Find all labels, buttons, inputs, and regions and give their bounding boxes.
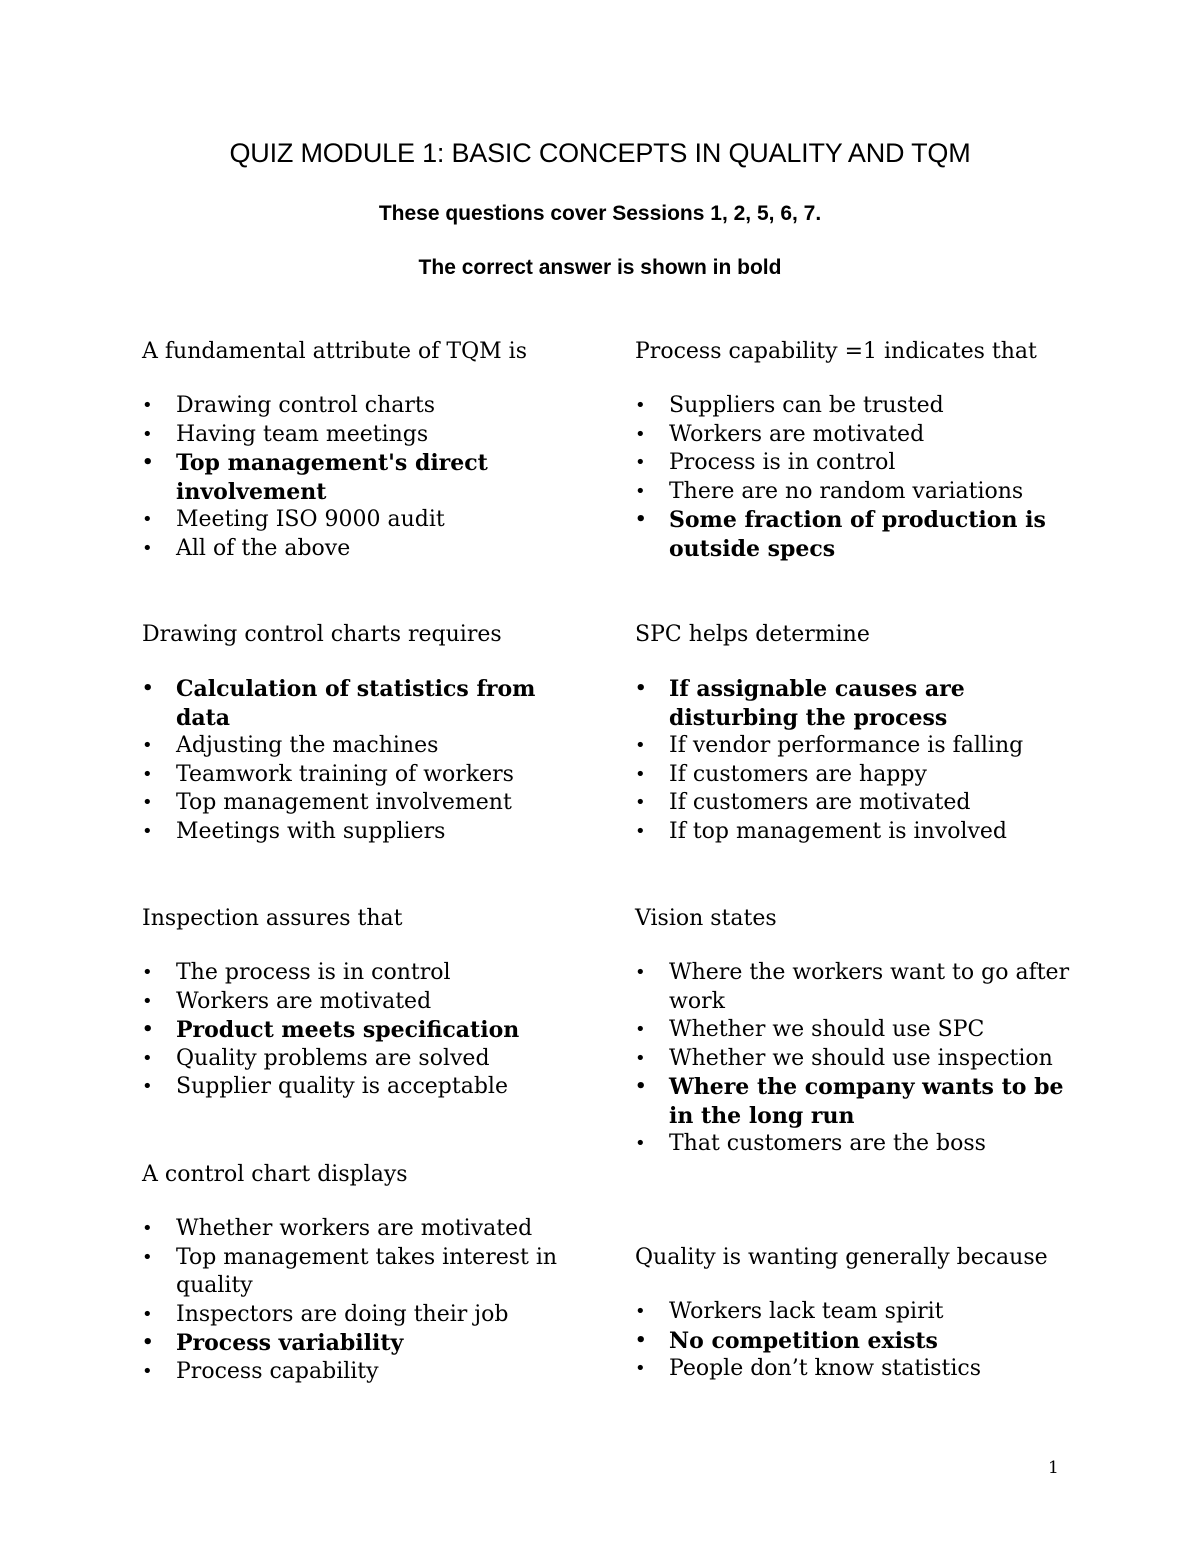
- correct-answer-option: [635, 506, 1075, 563]
- answer-options-list: [142, 959, 592, 1102]
- answer-options-list: [635, 392, 1075, 563]
- bullet-icon: •: [142, 423, 153, 445]
- bullet-icon: •: [635, 1019, 646, 1040]
- answer-option-text: Supplier quality is acceptable: [176, 1074, 508, 1099]
- answer-option-text: Process capability: [176, 1358, 379, 1384]
- bullet-icon: •: [142, 537, 153, 559]
- answer-option: [142, 732, 592, 761]
- question-block: [142, 1160, 592, 1386]
- answer-option-text: People don’t know statistics: [669, 1356, 982, 1381]
- answer-option-text: If assignable causes are disturbing the process: [669, 676, 965, 731]
- answer-option: [142, 1045, 592, 1074]
- question-text: A control chart displays: [142, 1162, 408, 1187]
- answer-options-list: [142, 392, 592, 563]
- question-text: Quality is wanting generally because: [635, 1245, 1048, 1270]
- answer-option-text: Suppliers can be trusted: [669, 393, 944, 418]
- bullet-icon: •: [635, 509, 647, 530]
- bullet-icon: •: [635, 1133, 646, 1154]
- correct-answer-option: [142, 1329, 592, 1358]
- bullet-icon: •: [635, 395, 646, 416]
- answer-option: [635, 449, 1075, 478]
- answer-option-text: Teamwork training of workers: [176, 761, 514, 787]
- answer-option: [142, 1073, 592, 1102]
- answer-options-list: [635, 1298, 1075, 1384]
- answer-option: [635, 392, 1075, 421]
- correct-answer-option: [142, 449, 592, 506]
- answer-option-text: There are no random variations: [669, 478, 1024, 504]
- bullet-icon: •: [142, 395, 153, 416]
- answer-option: [142, 959, 592, 988]
- answer-options-list: [635, 959, 1075, 1159]
- answer-option-text: Product meets specification: [176, 1017, 520, 1043]
- question-block: [635, 1243, 1075, 1384]
- bullet-icon: •: [635, 423, 646, 445]
- answer-option: [635, 1298, 1075, 1327]
- bullet-icon: •: [142, 820, 153, 842]
- answer-option-text: Workers are motivated: [669, 421, 925, 447]
- answer-options-list: [635, 675, 1075, 846]
- answer-option-text: Where the workers want to go after work: [669, 960, 1070, 1014]
- bullet-icon: •: [142, 792, 153, 813]
- correct-answer-option: [635, 1327, 1075, 1356]
- answer-option-text: Top management involvement: [176, 790, 512, 815]
- bullet-icon: •: [635, 735, 646, 756]
- answer-option: [142, 1244, 592, 1301]
- answer-option: [142, 761, 592, 790]
- question-block: [635, 904, 1075, 1159]
- bullet-icon: •: [635, 962, 646, 983]
- answer-option: [635, 1016, 1075, 1045]
- answer-option-text: Whether we should use inspection: [669, 1045, 1053, 1071]
- question-text: A fundamental attribute of TQM is: [142, 339, 527, 364]
- bullet-icon: •: [635, 820, 646, 842]
- answer-option-text: Whether we should use SPC: [669, 1017, 985, 1042]
- bullet-icon: •: [142, 1218, 153, 1239]
- answer-option: [635, 1045, 1075, 1074]
- answer-option-text: Process variability: [176, 1330, 404, 1356]
- bullet-icon: •: [635, 480, 646, 502]
- answer-option-text: Inspectors are doing their job: [176, 1301, 509, 1327]
- answer-options-list: [142, 1215, 592, 1386]
- bullet-icon: •: [142, 990, 153, 1012]
- bullet-icon: •: [142, 1076, 153, 1097]
- answer-option: [142, 1301, 592, 1330]
- answer-option-text: Whether workers are motivated: [176, 1216, 533, 1241]
- answer-option-text: If vendor performance is falling: [669, 733, 1024, 758]
- page-title: QUIZ MODULE 1: BASIC CONCEPTS IN QUALITY AND TQM: [229, 138, 971, 168]
- answer-option-text: All of the above: [176, 535, 351, 561]
- question-text: Inspection assures that: [142, 906, 403, 931]
- bullet-icon: •: [635, 1329, 647, 1351]
- answer-option: [142, 535, 592, 564]
- question-text: Process capability =1 indicates that: [635, 339, 1037, 364]
- bullet-icon: •: [142, 735, 153, 756]
- correct-answer-option: [142, 675, 592, 732]
- answer-option: [142, 392, 592, 421]
- bullet-icon: •: [142, 678, 154, 699]
- answer-option: [635, 789, 1075, 818]
- bullet-icon: •: [142, 1019, 154, 1040]
- answer-option: [635, 1355, 1075, 1384]
- answer-option-text: Meeting ISO 9000 audit: [176, 507, 445, 532]
- answer-option-text: Where the company wants to be in the long run: [669, 1074, 1064, 1129]
- answer-option-text: Top management takes interest in quality: [176, 1244, 558, 1298]
- answer-option-text: Workers are motivated: [176, 988, 432, 1014]
- question-block: [635, 337, 1075, 563]
- bullet-icon: •: [635, 1301, 646, 1322]
- question-block: [142, 620, 592, 846]
- answer-option-text: Top management's direct involvement: [176, 450, 488, 505]
- answer-option: [635, 1130, 1075, 1159]
- bullet-icon: •: [635, 763, 646, 785]
- bullet-icon: •: [142, 962, 153, 983]
- answer-options-list: [142, 675, 592, 846]
- question-text: Vision states: [635, 906, 777, 931]
- answer-option-text: Calculation of statistics from data: [176, 676, 536, 731]
- answer-option-text: Meetings with suppliers: [176, 818, 446, 844]
- bullet-icon: •: [142, 1332, 154, 1353]
- answer-option-text: That customers are the boss: [669, 1131, 986, 1156]
- question-block: [142, 337, 592, 563]
- answer-option: [635, 421, 1075, 450]
- question-block: [635, 620, 1075, 846]
- question-text: SPC helps determine: [635, 622, 870, 647]
- answer-option: [635, 732, 1075, 761]
- answer-option: [142, 421, 592, 450]
- correct-answer-option: [635, 1073, 1075, 1130]
- page-number: 1: [1048, 1458, 1059, 1478]
- answer-option: [142, 988, 592, 1017]
- answer-option-text: Drawing control charts: [176, 393, 436, 418]
- answer-option: [142, 789, 592, 818]
- bullet-icon: •: [142, 509, 153, 530]
- correct-answer-option: [635, 675, 1075, 732]
- answer-option-text: Adjusting the machines: [176, 733, 439, 758]
- answer-option-text: If top management is involved: [669, 818, 1008, 844]
- bullet-icon: •: [142, 763, 153, 785]
- answer-option-text: Workers lack team spirit: [669, 1299, 944, 1324]
- bullet-icon: •: [142, 1360, 153, 1382]
- bullet-icon: •: [635, 678, 647, 699]
- answer-option-text: If customers are happy: [669, 761, 927, 787]
- bullet-icon: •: [635, 1358, 646, 1379]
- question-block: [142, 904, 592, 1102]
- bullet-icon: •: [635, 792, 646, 813]
- bullet-icon: •: [142, 452, 154, 473]
- answer-option: [142, 506, 592, 535]
- answer-option: [142, 1215, 592, 1244]
- answer-option-text: If customers are motivated: [669, 790, 971, 815]
- answer-option-text: The process is in control: [176, 960, 451, 985]
- answer-option: [635, 818, 1075, 847]
- answer-option-text: Quality problems are solved: [176, 1045, 490, 1071]
- question-text: Drawing control charts requires: [142, 622, 502, 647]
- correct-answer-option: [142, 1016, 592, 1045]
- bullet-icon: •: [142, 1246, 153, 1268]
- bullet-icon: •: [635, 1076, 647, 1097]
- sessions-note: These questions cover Sessions 1, 2, 5, 6, 7.: [378, 202, 822, 225]
- answer-key-note: The correct answer is shown in bold: [418, 256, 782, 279]
- answer-option: [142, 1358, 592, 1387]
- answer-option-text: Some fraction of production is outside specs: [669, 507, 1046, 562]
- bullet-icon: •: [142, 1047, 153, 1069]
- bullet-icon: •: [142, 1303, 153, 1325]
- bullet-icon: •: [635, 452, 646, 473]
- answer-option: [635, 478, 1075, 507]
- answer-option: [635, 761, 1075, 790]
- bullet-icon: •: [635, 1047, 646, 1069]
- answer-option-text: Process is in control: [669, 450, 896, 475]
- answer-option: [635, 959, 1075, 1016]
- answer-option-text: No competition exists: [669, 1327, 938, 1354]
- answer-option-text: Having team meetings: [176, 421, 429, 447]
- answer-option: [142, 818, 592, 847]
